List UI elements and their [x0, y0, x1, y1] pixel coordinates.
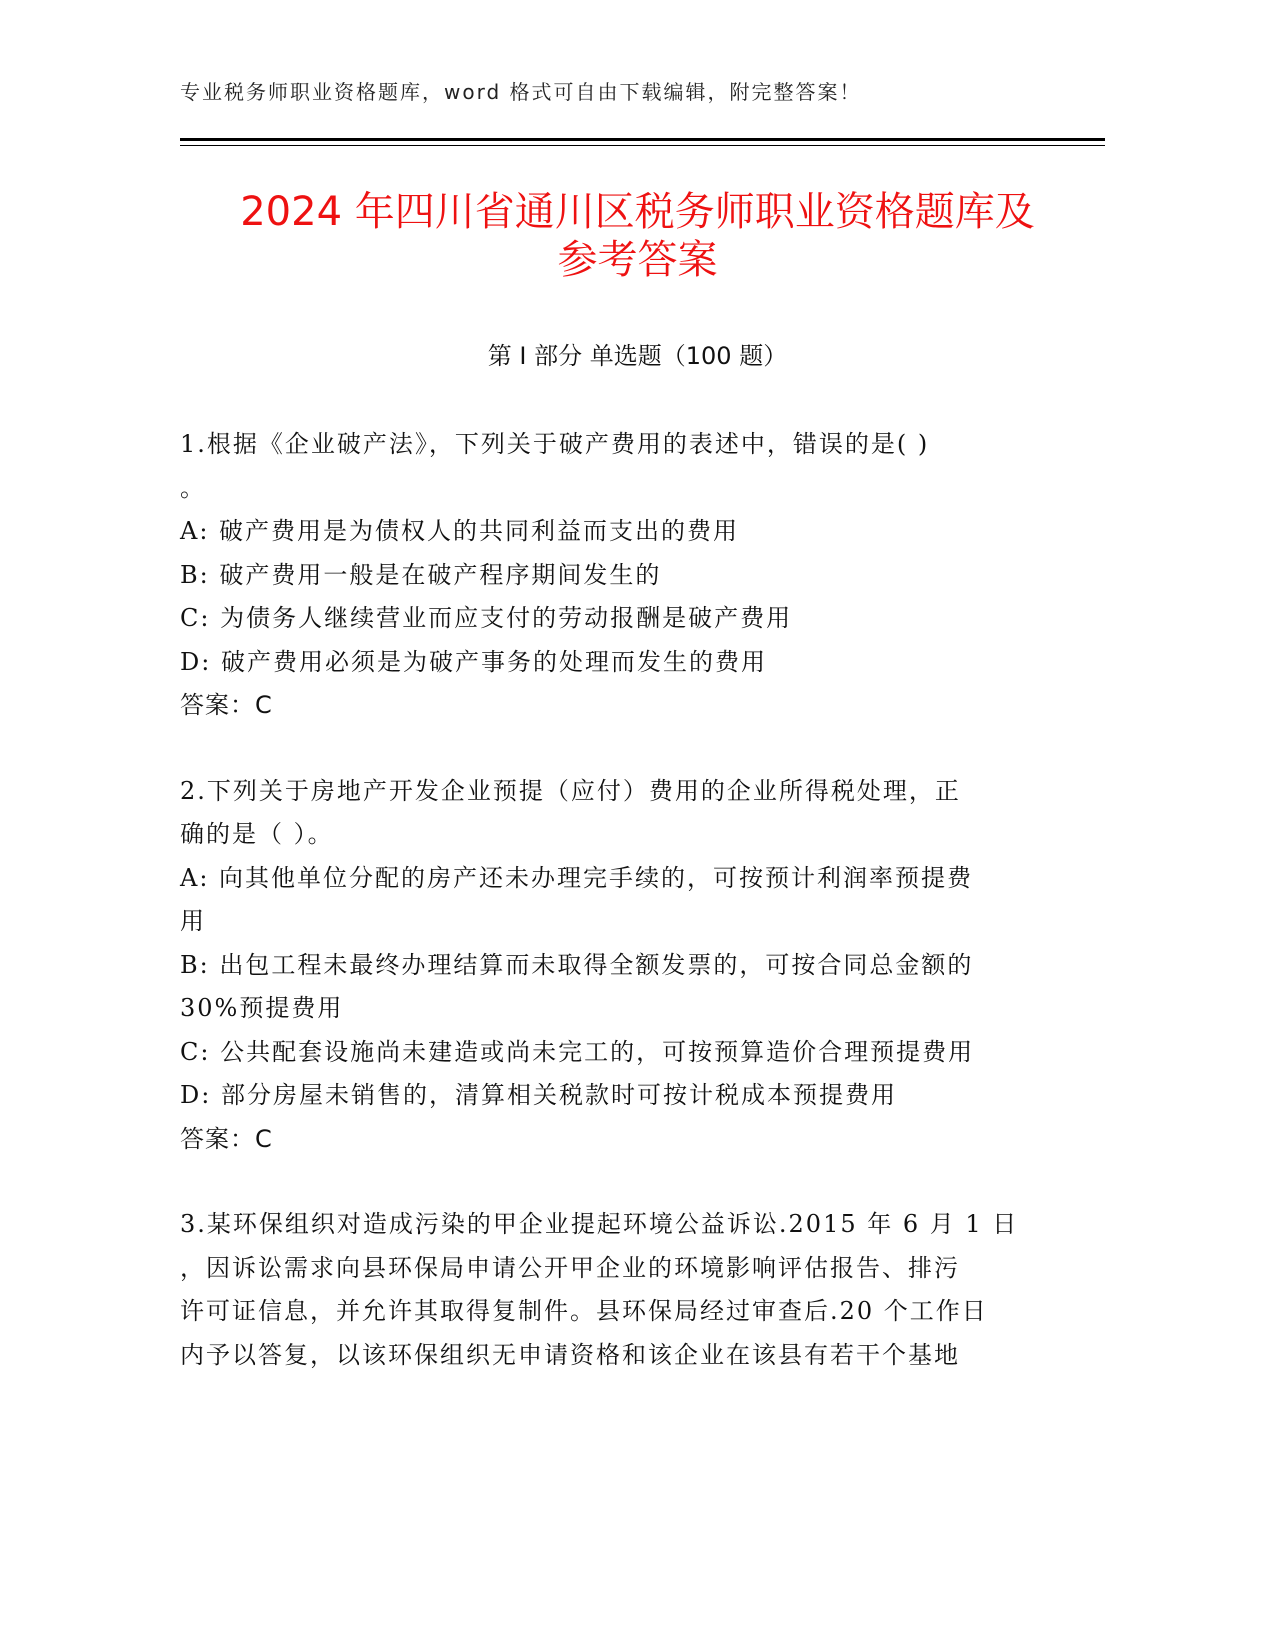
question-stem-line: 内予以答复，以该环保组织无申请资格和该企业在该县有若干个基地	[180, 1340, 960, 1369]
document-title	[160, 188, 1115, 284]
header-rule-thick	[180, 138, 1105, 141]
question-stem-line: ，因诉讼需求向县环保局申请公开甲企业的环境影响评估报告、排污	[180, 1253, 960, 1282]
answer-line: 答案：C	[180, 1124, 273, 1153]
question-stem-line: 许可证信息，并允许其取得复制件。县环保局经过审查后.20 个工作日	[180, 1297, 988, 1325]
question-stem-line: 2.下列关于房地产开发企业预提（应付）费用的企业所得税处理，正	[180, 776, 961, 805]
option-b-continued: 30%预提费用	[180, 994, 344, 1022]
option-b: B: 出包工程未最终办理结算而未取得全额发票的，可按合同总金额的	[180, 950, 974, 979]
option-d: D: 破产费用必须是为破产事务的处理而发生的费用	[180, 647, 767, 676]
question-stem-line: 1.根据《企业破产法》，下列关于破产费用的表述中，错误的是( )	[180, 430, 930, 458]
option-d: D: 部分房屋未销售的，清算相关税款时可按计税成本预提费用	[180, 1081, 897, 1109]
question-stem-line: 确的是（ ）。	[180, 820, 334, 848]
option-a: A: 破产费用是为债权人的共同利益而支出的费用	[180, 517, 740, 545]
title-line-1: 2024 年四川省通川区税务师职业资格题库及	[240, 189, 1035, 235]
header-note: 专业税务师职业资格题库，word 格式可自由下载编辑，附完整答案！	[180, 80, 862, 104]
answer-line: 答案：C	[180, 691, 273, 719]
option-b: B: 破产费用一般是在破产程序期间发生的	[180, 560, 662, 589]
option-a: A: 向其他单位分配的房产还未办理完手续的，可按预计利润率预提费	[180, 863, 974, 892]
question-2	[180, 770, 1030, 1162]
section-heading: 第 I 部分 单选题（100 题）	[487, 342, 788, 370]
header-rule-thin	[180, 145, 1105, 146]
option-c: C: 公共配套设施尚未建造或尚未完工的，可按预算造价合理预提费用	[180, 1037, 975, 1066]
title-line-2: 参考答案	[557, 237, 718, 283]
option-c: C: 为债务人继续营业而应支付的劳动报酬是破产费用	[180, 604, 793, 632]
question-stem-line: 3.某环保组织对造成污染的甲企业提起环境公益诉讼.2015 年 6 月 1 日	[180, 1210, 1019, 1238]
question-1	[180, 423, 1030, 728]
question-list	[180, 423, 1030, 1419]
question-stem-line: 。	[180, 473, 206, 502]
question-3	[180, 1203, 1030, 1377]
option-a-continued: 用	[180, 907, 206, 935]
